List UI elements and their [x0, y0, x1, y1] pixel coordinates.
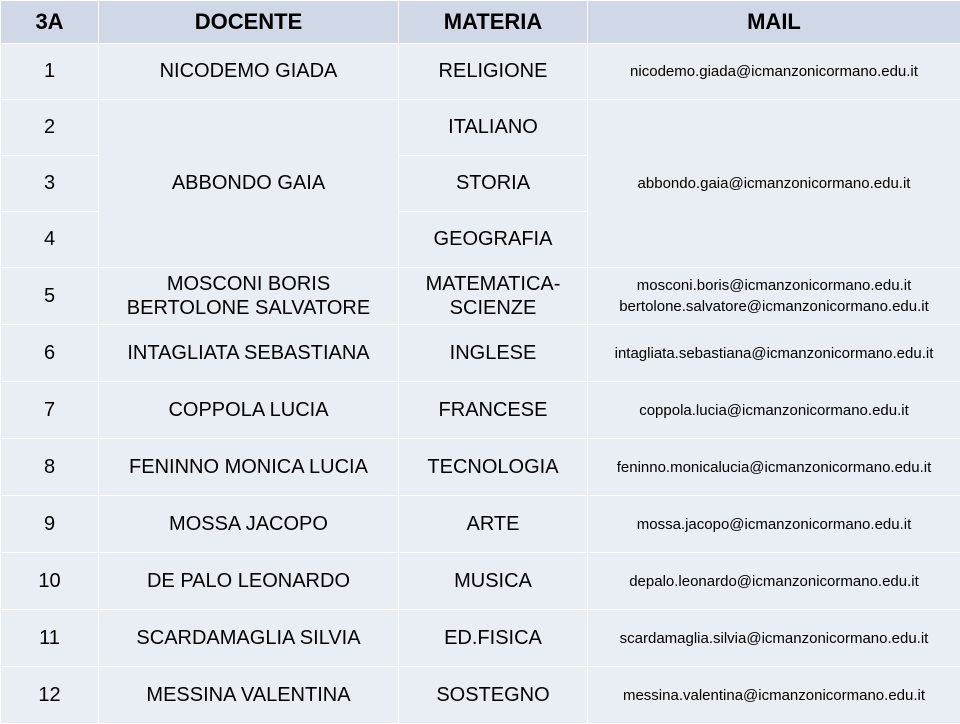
teacher-mail	[588, 268, 960, 325]
teacher-name: COPPOLA LUCIA	[99, 382, 399, 439]
teacher-mail-line: bertolone.salvatore@icmanzonicormano.edu.it	[588, 296, 960, 317]
row-number: 7	[1, 382, 99, 439]
table-row	[1, 44, 960, 100]
subject: FRANCESE	[399, 382, 588, 439]
teacher-name: MESSINA VALENTINA	[99, 667, 399, 724]
subject: ED.FISICA	[399, 610, 588, 667]
row-number: 11	[1, 610, 99, 667]
row-number: 5	[1, 268, 99, 325]
teacher-mail: abbondo.gaia@icmanzonicormano.edu.it	[588, 100, 960, 268]
subject: INGLESE	[399, 325, 588, 382]
subject: TECNOLOGIA	[399, 439, 588, 496]
header-teacher: DOCENTE	[99, 1, 399, 44]
header-row	[1, 1, 960, 44]
teacher-mail: depalo.leonardo@icmanzonicormano.edu.it	[588, 553, 960, 610]
table-row	[1, 439, 960, 496]
row-number: 2	[1, 100, 99, 156]
header-subject: MATERIA	[399, 1, 588, 44]
header-class: 3A	[1, 1, 99, 44]
table-row	[1, 325, 960, 382]
subject: RELIGIONE	[399, 44, 588, 100]
subject: ITALIANO	[399, 100, 588, 156]
row-number: 9	[1, 496, 99, 553]
teacher-name-line: BERTOLONE SALVATORE	[99, 296, 398, 320]
teacher-name: DE PALO LEONARDO	[99, 553, 399, 610]
teacher-name	[99, 268, 399, 325]
row-number: 6	[1, 325, 99, 382]
subject: GEOGRAFIA	[399, 212, 588, 268]
row-number: 4	[1, 212, 99, 268]
table-row	[1, 100, 960, 156]
subject-line: MATEMATICA-	[399, 272, 587, 296]
teacher-mail: scardamaglia.silvia@icmanzonicormano.edu.it	[588, 610, 960, 667]
teacher-mail-line: mosconi.boris@icmanzonicormano.edu.it	[588, 275, 960, 296]
teacher-mail: nicodemo.giada@icmanzonicormano.edu.it	[588, 44, 960, 100]
teacher-name-line: MOSCONI BORIS	[99, 272, 398, 296]
subject: ARTE	[399, 496, 588, 553]
teacher-mail: messina.valentina@icmanzonicormano.edu.it	[588, 667, 960, 724]
table-row	[1, 382, 960, 439]
teacher-name: NICODEMO GIADA	[99, 44, 399, 100]
header-mail: MAIL	[588, 1, 960, 44]
row-number: 12	[1, 667, 99, 724]
teacher-name: INTAGLIATA SEBASTIANA	[99, 325, 399, 382]
subject: SOSTEGNO	[399, 667, 588, 724]
row-number: 10	[1, 553, 99, 610]
teacher-name: MOSSA JACOPO	[99, 496, 399, 553]
subject-line: SCIENZE	[399, 296, 587, 320]
teacher-mail: mossa.jacopo@icmanzonicormano.edu.it	[588, 496, 960, 553]
row-number: 8	[1, 439, 99, 496]
teacher-name: SCARDAMAGLIA SILVIA	[99, 610, 399, 667]
teacher-mail: coppola.lucia@icmanzonicormano.edu.it	[588, 382, 960, 439]
table-row	[1, 667, 960, 724]
teacher-mail: intagliata.sebastiana@icmanzonicormano.edu.it	[588, 325, 960, 382]
subject	[399, 268, 588, 325]
table-row	[1, 496, 960, 553]
table-row	[1, 268, 960, 325]
teacher-name: FENINNO MONICA LUCIA	[99, 439, 399, 496]
row-number: 3	[1, 156, 99, 212]
row-number: 1	[1, 44, 99, 100]
teacher-mail: feninno.monicalucia@icmanzonicormano.edu.it	[588, 439, 960, 496]
subject: MUSICA	[399, 553, 588, 610]
teacher-name: ABBONDO GAIA	[99, 100, 399, 268]
table-row	[1, 610, 960, 667]
subject: STORIA	[399, 156, 588, 212]
table-row	[1, 553, 960, 610]
